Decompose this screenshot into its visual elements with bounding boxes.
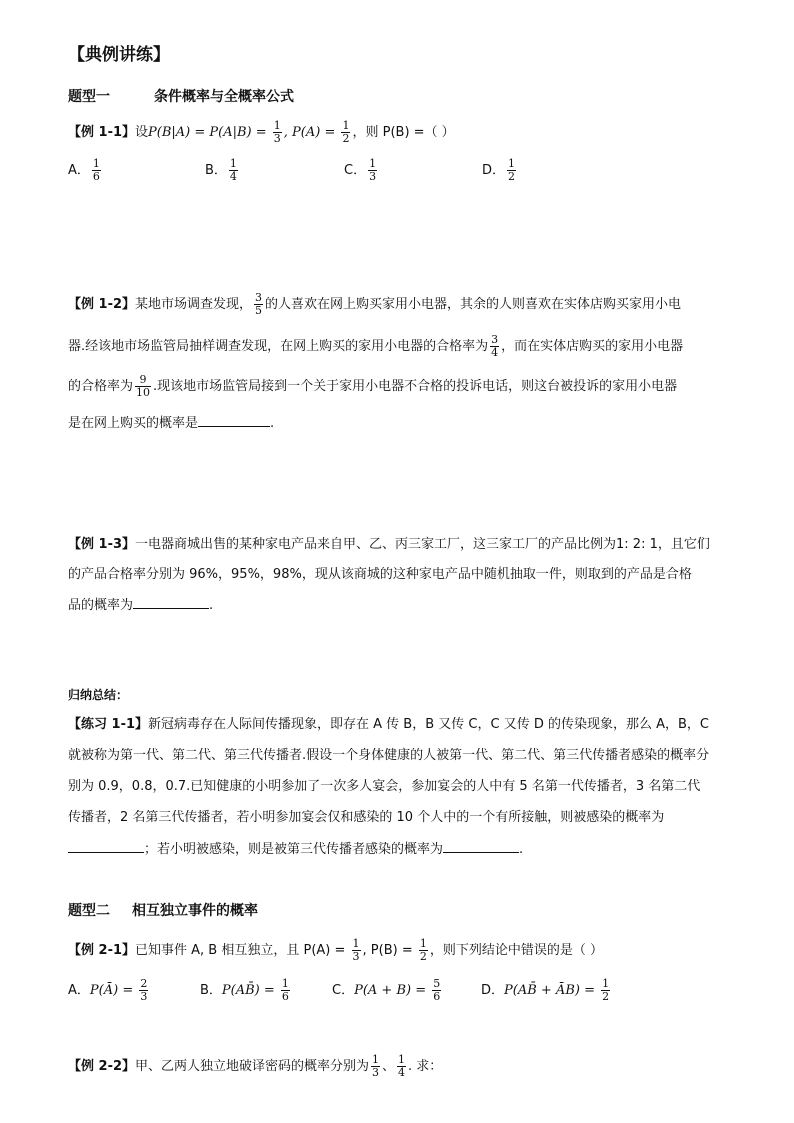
question-text: 的合格率为 <box>68 379 134 394</box>
fraction-numerator: 3 <box>491 333 499 346</box>
section-header: 【典例讲练】 <box>68 45 170 65</box>
fraction-denominator: 3 <box>352 950 360 963</box>
practice-1-1-line-1 <box>68 714 709 736</box>
answer-blank[interactable] <box>443 838 519 853</box>
section1-name: 条件概率与全概率公式 <box>154 89 294 105</box>
fraction-denominator: 4 <box>398 1066 406 1079</box>
section1-label: 题型一 <box>68 89 110 105</box>
example-1-3-line-1 <box>68 534 710 556</box>
fraction-numerator: 3 <box>255 291 263 304</box>
fraction-denominator: 6 <box>433 990 441 1003</box>
question-text: 甲、乙两人独立地破译密码的概率分别为 <box>135 1059 370 1074</box>
example-2-1-question <box>68 938 603 963</box>
fraction-denominator: 3 <box>372 1066 380 1079</box>
practice-1-1-line-3: 别为 0.9，0.8，0.7.已知健康的小明参加了一次多人宴会，参加宴会的人中有 5 名第一代传播者，3 名第二代 <box>68 779 701 794</box>
fraction <box>371 1054 380 1079</box>
question-text: 设 <box>135 125 149 140</box>
fraction-numerator: 9 <box>135 374 151 387</box>
fraction <box>432 978 441 1003</box>
fraction <box>92 158 101 183</box>
example-2-1-tag: 【例 2-1】 <box>68 943 136 958</box>
option-b <box>200 978 292 1003</box>
fraction <box>352 938 361 963</box>
option-d <box>482 158 518 183</box>
example-1-3-line-3 <box>68 594 213 617</box>
practice-1-1-line-4: 传播者，2 名第三代传播者，若小明参加宴会仅和感染的 10 个人中的一个有所接触，则被感染的概率为 <box>68 810 665 825</box>
fraction <box>139 978 148 1003</box>
option-a <box>68 158 103 183</box>
question-text: 已知事件 A, B 相互独立，且 P(A) = <box>135 943 350 958</box>
question-text: , P(B) = <box>362 943 417 958</box>
fraction-numerator: 1 <box>508 157 516 170</box>
question-text: . <box>519 842 524 857</box>
fraction <box>490 334 499 359</box>
practice-1-1-tag: 【练习 1-1】 <box>68 717 149 732</box>
math-expression: P(AB̄ + ĀB) = <box>504 983 600 998</box>
fraction-numerator: 1 <box>342 119 350 132</box>
question-tail: ，则 P(B) =（ ） <box>352 125 455 140</box>
fraction <box>135 374 151 399</box>
fraction-denominator: 6 <box>92 170 100 183</box>
section1-title <box>68 86 294 108</box>
fraction <box>254 292 263 317</box>
fraction-denominator: 5 <box>255 304 263 317</box>
question-text: ，而在实体店购买的家用小电器 <box>501 339 684 354</box>
math-expression: P(B|A) = P(A|B) = <box>148 125 271 140</box>
math-expression: P(AB̄) = <box>221 983 279 998</box>
summary-label: 归纳总结： <box>68 688 129 702</box>
answer-blank[interactable] <box>133 594 209 609</box>
example-1-2-line-4 <box>68 412 274 435</box>
example-1-2-tag: 【例 1-2】 <box>68 297 136 312</box>
fraction <box>229 158 238 183</box>
option-d <box>481 978 612 1003</box>
fraction-numerator: 2 <box>140 977 148 990</box>
fraction <box>368 158 377 183</box>
practice-1-1-line-2: 就被称为第一代、第二代、第三代传播者.假设一个身体健康的人被第一代、第二代、第三代传播者感染的概率分 <box>68 748 710 763</box>
answer-blank[interactable] <box>68 838 144 853</box>
option-letter: C． <box>332 983 355 998</box>
fraction-denominator: 3 <box>140 990 148 1003</box>
fraction <box>419 938 428 963</box>
question-text: 新冠病毒存在人际间传播现象，即存在 A 传 B，B 又传 C，C 又传 D 的传染现象，那么 A，B，C <box>148 717 709 732</box>
option-a <box>68 978 150 1003</box>
fraction-numerator: 1 <box>273 119 281 132</box>
fraction-numerator: 1 <box>352 937 360 950</box>
fraction-numerator: 1 <box>92 157 100 170</box>
section2-title <box>68 900 258 922</box>
example-1-1-question <box>68 120 455 145</box>
question-text: 某地市场调查发现， <box>135 297 253 312</box>
fraction-denominator: 4 <box>491 346 499 359</box>
math-expression: P(A + B) = <box>354 983 431 998</box>
fraction <box>341 120 350 145</box>
example-2-2-question <box>68 1054 442 1079</box>
fraction-denominator: 6 <box>281 990 289 1003</box>
example-1-1-tag: 【例 1-1】 <box>68 125 136 140</box>
fraction <box>601 978 610 1003</box>
example-1-3-tag: 【例 1-3】 <box>68 537 136 552</box>
math-expression: , P(A) = <box>283 125 340 140</box>
question-text: ，则下列结论中错误的是（ ） <box>429 943 603 958</box>
question-text: 是在网上购买的概率是 <box>68 416 199 431</box>
fraction-numerator: 1 <box>419 937 427 950</box>
question-text: . <box>270 416 275 431</box>
example-1-2-line-3 <box>68 374 677 399</box>
option-letter: C． <box>344 163 367 178</box>
question-text: .现该地市场监管局接到一个关于家用小电器不合格的投诉电话，则这台被投诉的家用小电器 <box>153 379 678 394</box>
section2-name: 相互独立事件的概率 <box>132 903 258 919</box>
fraction-denominator: 2 <box>508 170 516 183</box>
answer-blank[interactable] <box>198 412 270 427</box>
example-2-2-tag: 【例 2-2】 <box>68 1059 136 1074</box>
fraction <box>281 978 290 1003</box>
fraction-numerator: 5 <box>433 977 441 990</box>
option-letter: D． <box>482 163 506 178</box>
practice-1-1-line-5 <box>68 838 523 861</box>
fraction-denominator: 3 <box>273 132 281 145</box>
fraction-denominator: 2 <box>602 990 610 1003</box>
option-b <box>205 158 240 183</box>
option-c <box>344 158 379 183</box>
option-letter: A． <box>68 163 90 178</box>
example-1-3-line-2: 的产品合格率分别为 96%，95%，98%，现从该商城的这种家电产品中随机抽取一件，则取到的产品是合格 <box>68 567 692 582</box>
option-c <box>332 978 443 1003</box>
fraction-numerator: 1 <box>281 977 289 990</box>
fraction-numerator: 1 <box>369 157 377 170</box>
fraction-denominator: 4 <box>229 170 237 183</box>
fraction <box>507 158 516 183</box>
fraction-numerator: 1 <box>229 157 237 170</box>
fraction-denominator: 10 <box>136 386 151 399</box>
example-1-2-line-1 <box>68 292 681 317</box>
question-text: 品的概率为 <box>68 598 134 613</box>
question-text: 一电器商城出售的某种家电产品来自甲、乙、丙三家工厂，这三家工厂的产品比例为1: 2: 1，且它们 <box>135 537 710 552</box>
fraction-denominator: 2 <box>342 132 350 145</box>
math-expression: P(Ā) = <box>89 983 138 998</box>
fraction <box>397 1054 406 1079</box>
option-letter: B． <box>205 163 227 178</box>
fraction-numerator: 1 <box>398 1053 406 1066</box>
fraction-denominator: 2 <box>419 950 427 963</box>
option-letter: A． <box>68 983 90 998</box>
fraction-denominator: 3 <box>369 170 377 183</box>
option-letter: B． <box>200 983 222 998</box>
question-text: ；若小明被感染，则是被第三代传播者感染的概率为 <box>144 842 444 857</box>
section2-label: 题型二 <box>68 903 110 919</box>
example-1-2-line-2 <box>68 334 683 359</box>
question-text: . <box>209 598 214 613</box>
fraction-numerator: 1 <box>372 1053 380 1066</box>
option-letter: D． <box>481 983 505 998</box>
question-text: 器.经该地市场监管局抽样调查发现，在网上购买的家用小电器的合格率为 <box>68 339 489 354</box>
separator: 、 <box>382 1059 396 1074</box>
fraction-numerator: 1 <box>602 977 610 990</box>
question-text: . 求： <box>408 1059 443 1074</box>
fraction <box>273 120 282 145</box>
question-text: 的人喜欢在网上购买家用小电器，其余的人则喜欢在实体店购买家用小电 <box>265 297 682 312</box>
